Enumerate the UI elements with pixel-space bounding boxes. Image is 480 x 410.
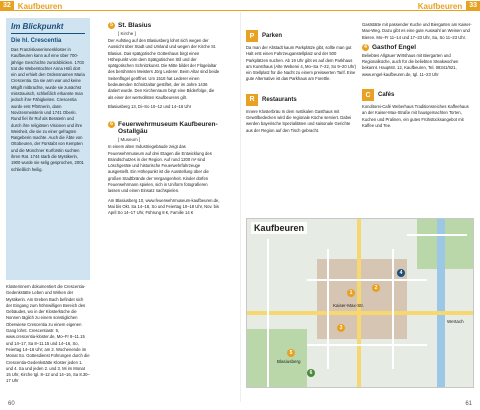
feature-box-title: Die hl. Crescentia <box>11 38 62 44</box>
map-pin[interactable]: 3 <box>337 324 345 332</box>
cafe-icon: C <box>362 89 374 101</box>
map-pin[interactable]: 2 <box>372 284 380 292</box>
map-hill-label: Blasiusberg <box>277 359 301 364</box>
feature-box-body: Das Franziskanerinnenkloster in Kaufbeuren kann auf eine über 700-jährige Geschichte zurückblicken. 1703 trat die Weberstochter Anna Höß dort ein und erhielt den Ordensnamen Maria Crescentia. Da sie arm war und keine Mitgift mitbrachte, wurde sie zunächst misstrauisch, schließlich erkannte man jedoch ihre Fähigkeiten. Crescentia wurde erst Pförtnerin, dann Novizenmeisterin und 1741 Oberin. Rund fiel ihr Ruf als Beraterin und durch ihre religiösen Visionen und ihre Weisheit, die sie zu einer gefragten Ratgeberin machte. Auch die Äbte von Ottobeuren, der Fürstabt von Kempten und die Münchner Kurfürstin suchten ihren Rat. 1744 starb die Mystikerin, 1900 wurde sie selig gesprochen, 2001 schließlich heilig. <box>11 47 85 172</box>
street <box>307 279 427 281</box>
map-pin[interactable]: 1 <box>347 289 355 297</box>
restaurant-icon: R <box>246 94 258 106</box>
right-page-tag: 33 <box>466 1 480 11</box>
entry-description: Der Aufstieg auf den Blasiusberg lohnt sich wegen der Aussicht über Stadt und Umland und wegen der Kirche St. Blasius. Das spätgotische Gotteshaus birgt einen Höhepunkt vom dem Spätgotischen Stil und der spätgotischen Schnitzkunst. Die Mitte bildet der Flügelaltar des berühmten Meisters Jörg Lederer. Beim Altar sind beide Seitenflügel geöffnet. Um 1518 hat Lederer einen bedeutenden Schnitzaltar gestiftet, der im Jahre 1436 datiert wurde. Den Kirchenraum birgt eine Bilderfolge, die als einer der wertvollsten Kaufbeurens gilt. <box>108 38 220 100</box>
entry-number-badge: 4 <box>362 44 369 51</box>
street <box>392 249 394 369</box>
right-column-2 <box>362 22 474 132</box>
park-area <box>417 219 474 269</box>
cafe-text: Konditorei-Café Weberhaus Traditionsreiches Kaffeehaus an der Kaiser-Max-Straße mit hausgemachten Torten, Kuchen und Pralinen, ein gutes Frühstücksangebot mit Kaffee und Tee. <box>362 104 469 128</box>
city-map[interactable] <box>246 218 474 388</box>
entry-gasthof-engel <box>362 44 474 51</box>
map-pin[interactable]: 4 <box>397 269 405 277</box>
category-cafes <box>362 89 474 101</box>
entry-title: Gasthof Engel <box>372 43 417 51</box>
entry-description: Beliebtes Allgäuer Wirtshaus mit Biergarten und Regionalküche, auch für die beliebten Steakwochen bekannt. Hauptstr. 12, Kaufbeuren, Tel. 08341/921, www.engel-kaufbeuren.de, tgl. 11–23 Uhr <box>362 52 459 77</box>
street <box>327 249 329 369</box>
category-label: Parken <box>262 33 283 39</box>
entry-info: Am Blasiusberg 10, www.feuerwehrmuseum-kaufbeuren.de, Mai bis Okt. Sa 14–18, So und Feiertag 10–18 Uhr, Nov. bis April So 14–17 Uhr, Führung 8 €, Familie 14 € <box>108 197 220 216</box>
restaurant-continued-text: Gaststätte mit passender Kuche und Biergarten am Kaiser-Max-Weg. Dazu gibt es eine gute Auswahl an Weinen und Bieren. Mo–Fr 11–14 und 17–23 Uhr, Sa, So 11–23 Uhr. <box>362 22 472 40</box>
restaurant-text: Innere Klosterbräu In dem rustikalen Gasthaus mit Gewölbedecken wird die regionale Küche serviert. Dabei werden bayerische Spezialitäten und saisonale Gerichte aus der Region auf den Tisch gebracht. <box>246 108 352 133</box>
left-page-tag: 32 <box>0 1 14 11</box>
entry-feuerwehrmuseum <box>108 121 220 135</box>
parking-icon: P <box>246 30 258 42</box>
right-column-1 <box>246 30 358 137</box>
entry-title: St. Blasius <box>118 22 152 29</box>
river <box>437 219 445 388</box>
parking-text: Da man der Altstadt kaum Parkplätze gibt, sollte man gut Halt erst einen Fahrzeuganstellplatz und der 500 Parkplätzen suchen. Ab 19 Uhr gibt es auf dem Parkhaus am Kunsthaus (Alte Weberei 4, Mo–Sa 7–22, So 9–20 Uhr) ein Stellplatz für die Nacht zu einem preiswerten Tarif. Eine gute Alternative ist das Parkhaus am Forettle. <box>246 45 357 82</box>
middle-column <box>108 22 220 220</box>
page-header <box>0 0 480 12</box>
map-title: Kaufbeuren <box>251 222 307 234</box>
left-page-number: 60 <box>8 401 15 407</box>
entry-description: In einem alten Industriegebäude zeigt das Feuerwehrmuseum auf drei Etagen die Entwicklung des Brandschutzes in der Region. Auf rund 1200 m² sind Löschgeräte und historische Feuerwehrfahrzeuge ausgestellt. Ein Höhepunkt ist die Ausstellung über die großen Stadtbrände der Vergangenheit. Kinder dürfen Feuerwehrmann spielen, sich in Uniform fotografieren lassen und einen Einsatz nachspielen. <box>108 144 212 194</box>
map-river-label: Wertach <box>447 319 464 324</box>
category-restaurants <box>246 94 358 106</box>
entry-st-blasius <box>108 22 220 29</box>
header-rule <box>0 10 480 11</box>
category-parking <box>246 30 358 42</box>
map-pin[interactable]: 5 <box>287 349 295 357</box>
entry-info: Blasiusberg 13, Di–So 10–12 und 14–16 Uhr <box>108 103 192 109</box>
entry-number-badge: 6 <box>108 121 115 128</box>
category-label: Restaurants <box>262 96 297 103</box>
street <box>267 239 269 388</box>
entry-number-badge: 5 <box>108 22 115 29</box>
street <box>307 344 427 346</box>
entry-category: [ Kirche ] <box>118 31 136 36</box>
street <box>407 234 467 236</box>
entry-category: [ Museum ] <box>118 137 141 143</box>
category-label: Cafés <box>378 92 395 99</box>
feature-box-heading: Im Blickpunkt <box>11 22 85 34</box>
map-pin[interactable]: 6 <box>307 369 315 377</box>
left-header-title: Kaufbeuren <box>17 1 63 11</box>
right-page-number: 61 <box>465 401 472 407</box>
left-column-text: Klosterinnern dokumentiert die Crescentia-Gedenkstätte Leben und Wirken der Mystikerin. Am Ereben Bach befindet sich der Eingang zum höhnwilligen Bereich des Gebäudes, wo in der Klosterküche die Nonnen täglich zu einem sonstiglichen Oberwiese Crescentia zu einem eigenen Gang lohnt. Crescentiastr. 5, www.crescentia-kloster.de, Mo–Fr 8–11.15 und 14–17, Sa 8–11.15 und 14–16, So, Feiertag 14–16 Uhr; am 2. Wochenende im Monat So. Gottesdienst Führungen durch die Crescentia-Gedenkstätte Kloster jeden 1. und 4. Sa und jeden 2. und 3. Mi im Monat 15 Uhr, Kirche tgl. 8–12 und 14–16, Sa 8.30–17 Uhr <box>6 284 90 384</box>
right-header-title: Kaufbeuren <box>417 1 463 11</box>
page-gutter <box>240 12 241 402</box>
entry-title: Feuerwehrmuseum Kaufbeuren-Ostallgäu <box>118 121 218 136</box>
feature-box <box>6 18 90 280</box>
map-street-label: Kaiser-Max-Str. <box>333 303 365 308</box>
